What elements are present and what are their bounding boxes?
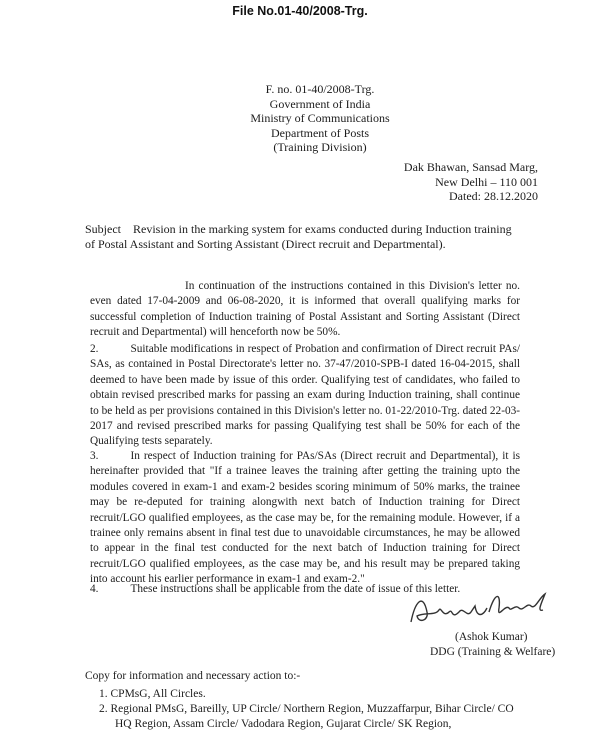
paragraph-3-text: In respect of Induction training for PAs/SAs (Direct recruit and Departmental), it is hereinafter provided that "If a trainee leaves the training after getting the training upto the modules covered in exam-1 and exam-2 besides scoring minimum of 50% marks, the trainee may be re-deputed for training alongwith next batch of Induction training for Direct recruit/LGO qualified employees, as the case may be, for the remaining module. However, if a trainee only remains absent in final test due to unavoidable circumstances, he may be allowed to appear in the final test conducted for the next batch of Induction training for Direct recruit/LGO qualified employees, as the case may be, and his result may be prepared taking into account his earlier performance in exam-1 and exam-2." [90, 450, 520, 586]
copy-item: 2. Regional PMsG, Bareilly, UP Circle/ Northern Region, Muzzaffarpur, Bihar Circle/ CO HQ Region, Assam Circle/ Vadodara Region, Gujarat Circle/ SK Region, [99, 703, 514, 730]
paragraph-1 [90, 279, 520, 341]
subject-text: Revision in the marking system for exams conducted during Induction training of Postal Assistant and Sorting Assistant (Direct recruit and Departmental). [85, 222, 512, 251]
paragraph-3-number: 3. [90, 450, 99, 462]
paragraph-2-number: 2. [90, 343, 99, 355]
copy-intro: Copy for information and necessary action to:- [85, 670, 301, 682]
subject [85, 222, 515, 252]
header-line: F. no. 01-40/2008-Trg. [265, 82, 375, 96]
paragraph-1-text: In continuation of the instructions contained in this Division's letter no. even dated 17-04-2009 and 06-08-2020, it is informed that overall qualifying marks for successful completion of Induction training of Postal Assistant and Sorting Assistant (Direct recruit and Departmental) will henceforth now be 50%. [90, 280, 520, 339]
address-line-1: Dak Bhawan, Sansad Marg, [403, 160, 538, 174]
address-line-2: New Delhi – 110 001 [435, 174, 538, 189]
paragraph-3 [90, 449, 520, 588]
header-line: Department of Posts [271, 125, 369, 140]
file-number: File No.01-40/2008-Trg. [232, 4, 368, 18]
header-line: Government of India [269, 96, 371, 111]
letter-header [210, 82, 430, 155]
subject-label: Subject [85, 222, 121, 236]
header-line: Ministry of Communications [250, 111, 390, 125]
copy-to-block [85, 669, 525, 732]
paragraph-2-text: Suitable modifications in respect of Probation and confirmation of Direct recruit PAs/ SAs, as contained in Postal Directorate's letter no. 37-47/2010-SPB-I dated 16-04-2015, shall deemed to have been made by issue of this order. Qualifying test of candidates, who failed to obtain revised prescribed marks for passing an exam during Induction training, shall continue to be held as per provisions contained in this Division's letter no. 01-22/2010-Trg. dated 22-03-2017 and revised prescribed marks for passing Qualifying test shall be 50% for each of the Qualifying tests separately. [90, 343, 521, 448]
header-line: (Training Division) [273, 140, 367, 154]
copy-item: 1. CPMsG, All Circles. [99, 688, 206, 700]
signatory-designation: DDG (Training & Welfare) [430, 646, 556, 658]
signatory-name: (Ashok Kumar) [455, 631, 528, 643]
letter-date: Dated: 28.12.2020 [449, 189, 538, 203]
paragraph-2 [90, 342, 520, 450]
paragraph-4-number: 4. [90, 583, 99, 595]
paragraph-4-text: These instructions shall be applicable from the date of issue of this letter. [130, 583, 461, 595]
address-block [278, 160, 538, 204]
handwritten-signature [405, 582, 555, 632]
